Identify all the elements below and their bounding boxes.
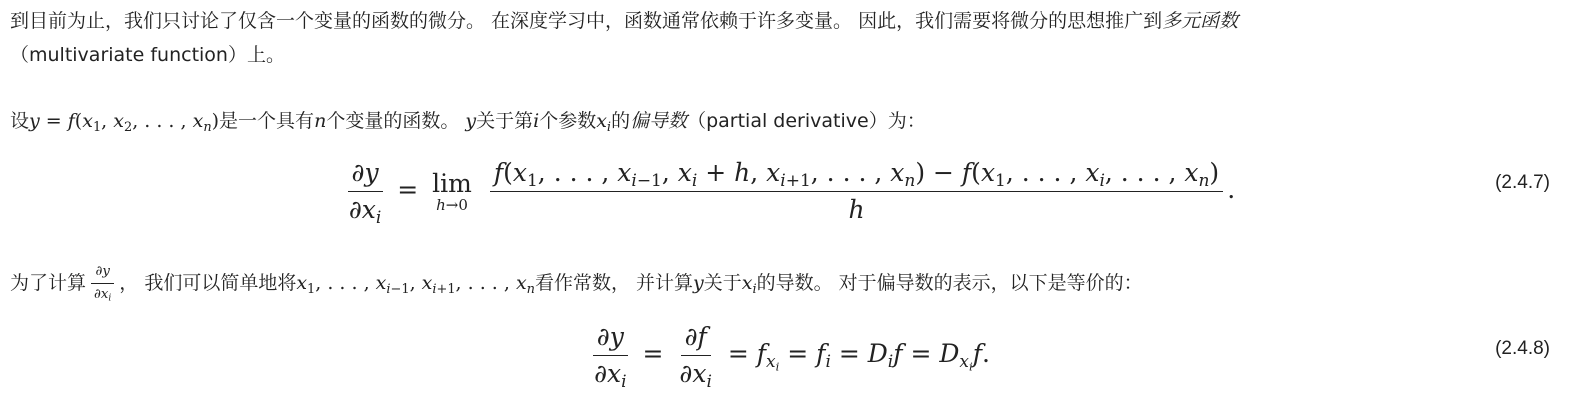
text-span: 是一个具有 [219,110,315,132]
equation-number: (2.4.7) [1495,172,1550,193]
text-span: 的导数。 对于偏导数的表示，以下是等价的： [756,271,1143,294]
fraction-difference-quotient: $f(x_1$, . . . , $x_{i-1}$, $x_i + h$, $x_{i+1}$, . . . , $x_n) - f(x_1$, . . . , $x_i$, . . . , $x_n$) h [490,158,1223,225]
text-span: 个变量的函数。 [326,110,466,132]
paragraph-definition [10,104,1556,138]
math-y: y [465,110,477,132]
math-function-def: $y = f(x_1$, $x_2$, . . . , $x_n$) [29,110,220,135]
text-span: ， 我们可以简单地将 [119,271,297,294]
equation-partial-derivative-limit: $\frac{\partial y}{\partial x_i}$ = lim h→0 $f(x_1$, . . . , $x_{i-1}$, $x_i + h$, $x_{i+1}$, . . . , $x_n) - f(x_1$, . . . , $x_i$, . . . , $x_n$) h . [0,158,1576,225]
text-span: 为了计算 [10,271,87,294]
intro-text-line2: （multivariate function）上。 [10,44,285,66]
math-i: i [533,110,540,132]
text-span: （partial derivative）为： [687,110,926,132]
math-variable-list: $x_1$, . . . , $x_{i-1}$, $x_{i+1}$, . . . , $x_n$ [296,271,535,297]
fraction-dy-dxi: $\frac{\partial y}{\partial x_i}$ [348,158,382,229]
inline-fraction-dy-dxi: $\frac{\partial y}{\partial x_i}$ [90,264,115,303]
text-span: 关于第 [476,110,534,132]
text-span: 看作常数， 并计算 [534,271,694,294]
text-span: 个参数 [539,110,597,132]
math-xi: $x_i$ [596,110,612,135]
intro-text: 到目前为止，我们只讨论了仅含一个变量的函数的微分。 在深度学习中，函数通常依赖于许多变量。 因此，我们需要将微分的思想推广到 [10,10,1163,32]
term-partial-derivative: 偏导数 [630,110,688,132]
equation-equivalent-notations: $\frac{\partial y}{\partial x_i}$ = $\frac{\partial f}{\partial x_i}$ = $f_{x_i} = f_i = D_if = D_{x_i}f$. [0,322,1576,389]
fraction-dy-dxi: $\frac{\partial y}{\partial x_i}$ [594,322,627,393]
text-span: 关于 [703,271,742,294]
equation-number: (2.4.8) [1495,338,1550,359]
fraction-df-dxi: $\frac{\partial f}{\partial x_i}$ [679,322,712,393]
paragraph-computation [10,264,1556,303]
limit-operator: lim h→0 [432,169,472,214]
math-y: y [693,271,704,294]
math-n: n [314,110,327,132]
text-span: 的 [611,110,631,132]
term-multivariate-function: 多元函数 [1162,10,1239,32]
paragraph-intro [10,4,1556,72]
math-xi: $x_i$ [741,271,757,297]
text-span: 设 [10,110,30,132]
